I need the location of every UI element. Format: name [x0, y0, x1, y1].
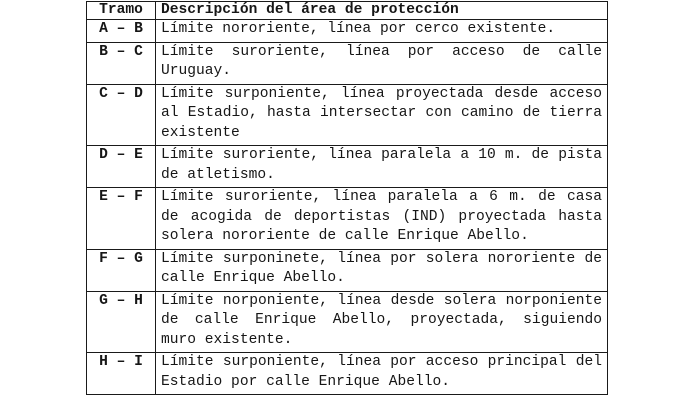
tramo-cell: G – H: [87, 291, 156, 353]
table-row: [87, 84, 608, 146]
tramo-cell: F – G: [87, 249, 156, 291]
table-row: [87, 353, 608, 395]
descripcion-cell: Límite surponiente, línea por acceso principal del Estadio por calle Enrique Abello.: [156, 353, 608, 395]
descripcion-cell: Límite suroriente, línea paralela a 6 m. de casa de acogida de deportistas (IND) proyectada hasta solera nororiente de calle Enrique Abello.: [156, 188, 608, 250]
table-body: [87, 20, 608, 395]
tramo-cell: H – I: [87, 353, 156, 395]
table-header: [87, 2, 608, 20]
tramo-cell: A – B: [87, 20, 156, 43]
descripcion-cell: Límite suroriente, línea paralela a 10 m. de pista de atletismo.: [156, 146, 608, 188]
table-row: [87, 42, 608, 84]
table-row: [87, 20, 608, 43]
header-row: [87, 2, 608, 20]
table-row: [87, 291, 608, 353]
tramo-cell: C – D: [87, 84, 156, 146]
tramo-cell: E – F: [87, 188, 156, 250]
descripcion-cell: Límite surponinete, línea por solera nororiente de calle Enrique Abello.: [156, 249, 608, 291]
table-row: [87, 249, 608, 291]
descripcion-cell: Límite suroriente, línea por acceso de calle Uruguay.: [156, 42, 608, 84]
descripcion-cell: Límite surponiente, línea proyectada desde acceso al Estadio, hasta intersectar con camino de tierra existente: [156, 84, 608, 146]
tramo-cell: B – C: [87, 42, 156, 84]
header-descripcion: Descripción del área de protección: [156, 2, 608, 20]
descripcion-cell: Límite norponiente, línea desde solera norponiente de calle Enrique Abello, proyectada, siguiendo muro existente.: [156, 291, 608, 353]
protection-area-table: [86, 1, 608, 395]
descripcion-cell: Límite nororiente, línea por cerco existente.: [156, 20, 608, 43]
header-tramo: Tramo: [87, 2, 156, 20]
table-row: [87, 146, 608, 188]
table-row: [87, 188, 608, 250]
tramo-cell: D – E: [87, 146, 156, 188]
